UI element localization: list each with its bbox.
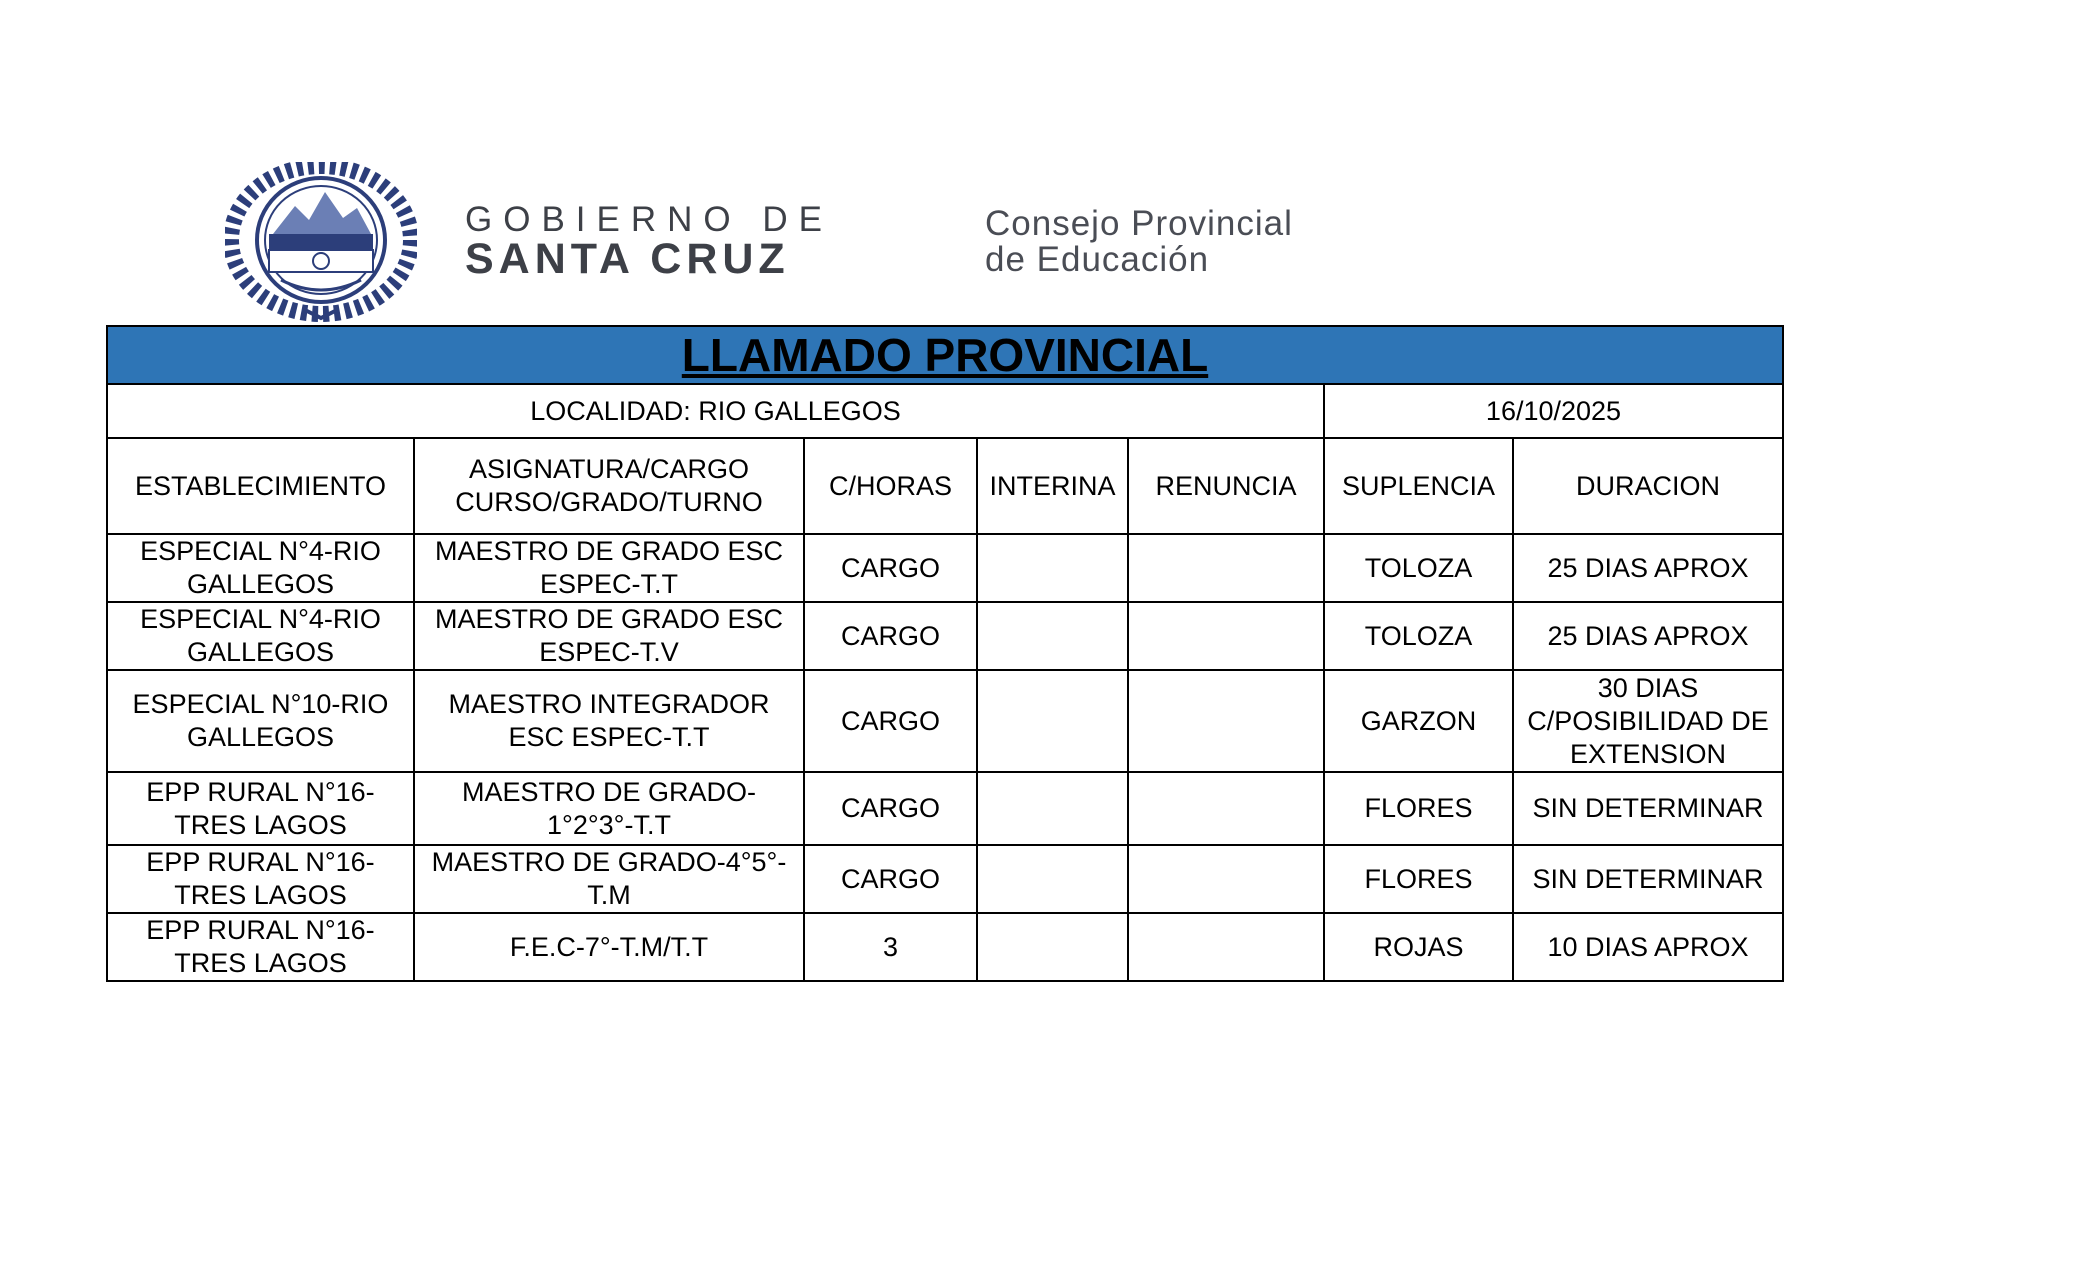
cell-horas: CARGO	[804, 845, 977, 913]
table-row	[107, 772, 1783, 845]
cell-suplencia: GARZON	[1324, 670, 1513, 772]
table-row	[107, 534, 1783, 602]
cell-asignatura: F.E.C-7°-T.M/T.T	[414, 913, 804, 981]
cell-renuncia	[1128, 534, 1324, 602]
table-row	[107, 670, 1783, 772]
gobierno-line: GOBIERNO DE	[465, 200, 833, 239]
page-title: LLAMADO PROVINCIAL	[681, 329, 1209, 381]
cell-establecimiento: ESPECIAL N°4-RIO GALLEGOS	[107, 534, 414, 602]
title-row	[107, 326, 1783, 384]
consejo-logo-text	[985, 206, 1293, 278]
cell-interina	[977, 845, 1128, 913]
cell-establecimiento: ESPECIAL N°4-RIO GALLEGOS	[107, 602, 414, 670]
santa-cruz-line: SANTA CRUZ	[465, 235, 790, 283]
cell-interina	[977, 913, 1128, 981]
cell-suplencia: TOLOZA	[1324, 602, 1513, 670]
header-row	[107, 438, 1783, 534]
localidad-row	[107, 384, 1783, 438]
column-header: ESTABLECIMIENTO	[107, 438, 414, 534]
consejo-line-2: de Educación	[985, 240, 1210, 279]
cell-duracion: SIN DETERMINAR	[1513, 845, 1783, 913]
cell-renuncia	[1128, 913, 1324, 981]
cell-interina	[977, 602, 1128, 670]
localidad-cell: LOCALIDAD: RIO GALLEGOS	[107, 384, 1324, 438]
cell-renuncia	[1128, 845, 1324, 913]
cell-establecimiento: EPP RURAL N°16-TRES LAGOS	[107, 845, 414, 913]
cell-horas: CARGO	[804, 772, 977, 845]
cell-establecimiento: ESPECIAL N°10-RIO GALLEGOS	[107, 670, 414, 772]
cell-establecimiento: EPP RURAL N°16-TRES LAGOS	[107, 913, 414, 981]
cell-duracion: SIN DETERMINAR	[1513, 772, 1783, 845]
cell-horas: CARGO	[804, 670, 977, 772]
cell-renuncia	[1128, 602, 1324, 670]
cell-horas: 3	[804, 913, 977, 981]
cell-suplencia: FLORES	[1324, 772, 1513, 845]
cell-interina	[977, 534, 1128, 602]
consejo-line-1: Consejo Provincial	[985, 204, 1293, 243]
cell-horas: CARGO	[804, 534, 977, 602]
table-row	[107, 602, 1783, 670]
header-logos	[225, 162, 1425, 322]
column-header: RENUNCIA	[1128, 438, 1324, 534]
cell-asignatura: MAESTRO DE GRADO-4°5°-T.M	[414, 845, 804, 913]
table-row	[107, 845, 1783, 913]
column-header: INTERINA	[977, 438, 1128, 534]
provincial-seal-icon	[225, 162, 417, 322]
column-header: SUPLENCIA	[1324, 438, 1513, 534]
cell-duracion: 30 DIAS C/POSIBILIDAD DE EXTENSION	[1513, 670, 1783, 772]
column-header: C/HORAS	[804, 438, 977, 534]
llamado-table	[106, 325, 1784, 982]
cell-asignatura: MAESTRO DE GRADO-1°2°3°-T.T	[414, 772, 804, 845]
column-header: ASIGNATURA/CARGO CURSO/GRADO/TURNO	[414, 438, 804, 534]
column-header: DURACION	[1513, 438, 1783, 534]
cell-horas: CARGO	[804, 602, 977, 670]
cell-asignatura: MAESTRO INTEGRADOR ESC ESPEC-T.T	[414, 670, 804, 772]
cell-establecimiento: EPP RURAL N°16-TRES LAGOS	[107, 772, 414, 845]
cell-duracion: 10 DIAS APROX	[1513, 913, 1783, 981]
cell-interina	[977, 772, 1128, 845]
cell-suplencia: ROJAS	[1324, 913, 1513, 981]
table-row	[107, 913, 1783, 981]
cell-interina	[977, 670, 1128, 772]
cell-duracion: 25 DIAS APROX	[1513, 602, 1783, 670]
cell-renuncia	[1128, 670, 1324, 772]
cell-duracion: 25 DIAS APROX	[1513, 534, 1783, 602]
cell-asignatura: MAESTRO DE GRADO ESC ESPEC-T.V	[414, 602, 804, 670]
cell-asignatura: MAESTRO DE GRADO ESC ESPEC-T.T	[414, 534, 804, 602]
cell-suplencia: FLORES	[1324, 845, 1513, 913]
date-cell: 16/10/2025	[1324, 384, 1783, 438]
cell-suplencia: TOLOZA	[1324, 534, 1513, 602]
cell-renuncia	[1128, 772, 1324, 845]
